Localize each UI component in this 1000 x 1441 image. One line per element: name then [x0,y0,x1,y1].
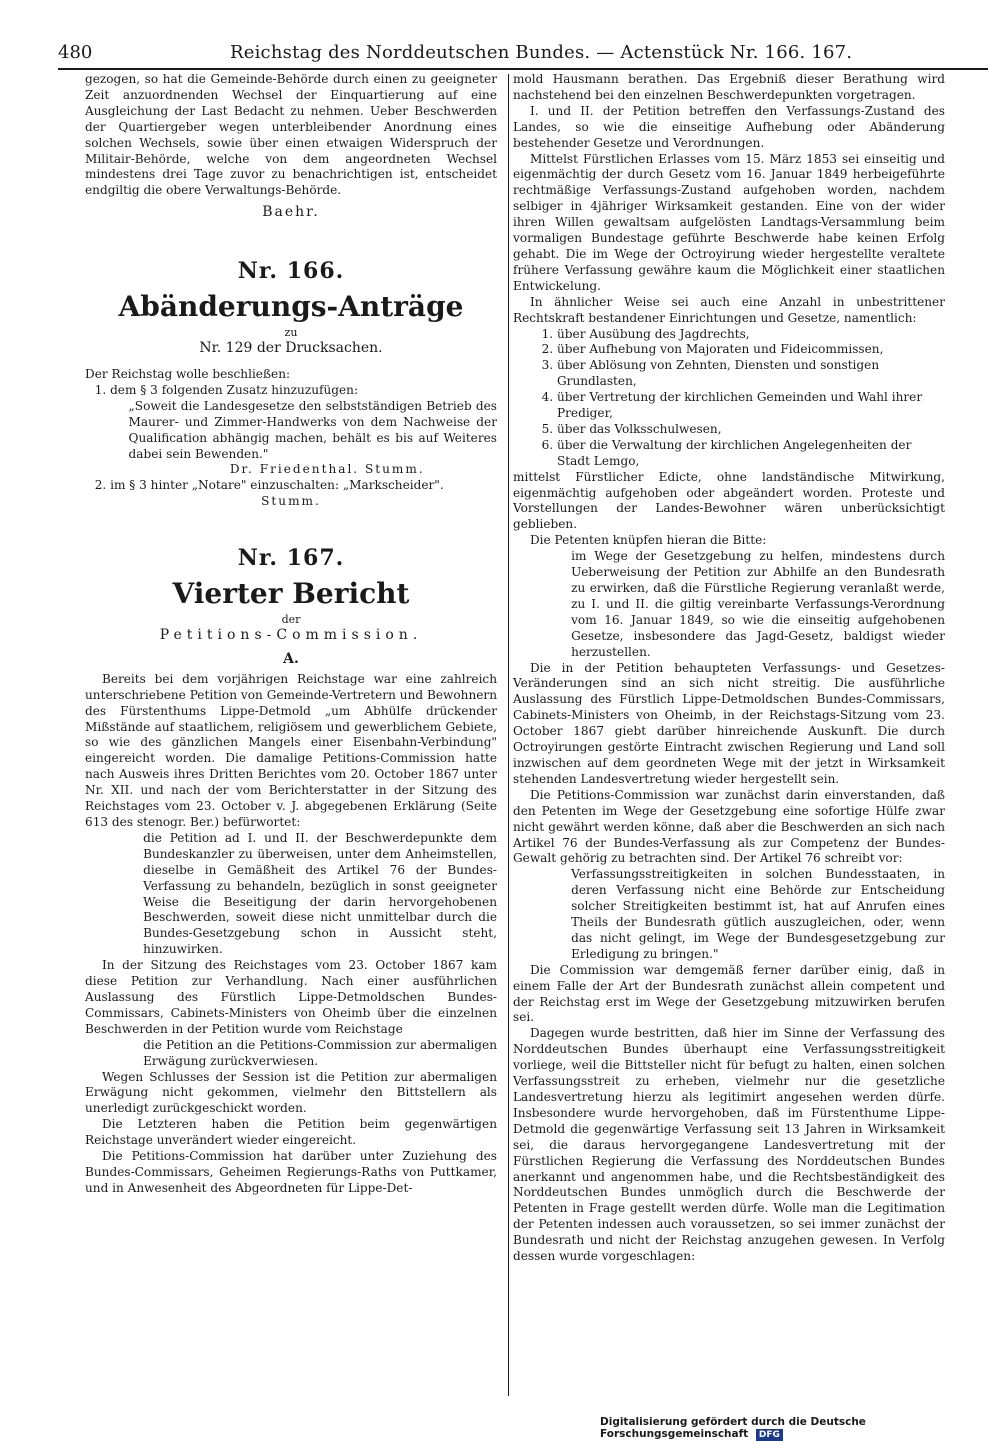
motion-item: 2. im § 3 hinter „Notare" einzuschalten: „Markscheider". [94,478,444,493]
law-list [513,327,945,470]
right-column [513,72,945,1265]
paragraph: In der Sitzung des Reichstages vom 23. October 1867 kam diese Petition zur Verhandlung. Nach einer ausführlichen Auslassung des Fürstlich Lippe-Detmoldschen Bundes-Commissars, Cabinets-Ministers von Oheimb über die einzelnen Beschwerden in der Petition wurde vom Reichstage [85,958,497,1036]
title-connector: der [281,613,301,627]
article-quote: Verfassungsstreitigkeiten in solchen Bundesstaaten, in deren Verfassung nicht eine Behörde zur Entscheidung solcher Streitigkeiten bestimmt ist, hat auf Anrufen eines Theils der Bundesrath gütlich auszugleichen, oder, wenn das nicht gelingt, im Wege der Bundesgesetzgebung zur Erledigung zu bringen." [571,867,945,961]
signature: Dr. Friedenthal. Stumm. [229,462,425,477]
page-number: 480 [58,42,93,63]
section-heading: A. [283,650,299,667]
paragraph: Die Petitions-Commission hat darüber unter Zuziehung des Bundes-Commissars, Geheimen Regierungs-Raths von Puttkamer, und in Anwesenheit des Abgeordneten für Lippe-Det- [85,1149,497,1195]
title-connector: zu [284,326,298,340]
list-item: 5. über das Volksschulwesen, [557,422,945,438]
page-header [58,38,988,70]
list-item: 6. über die Verwaltung der kirchlichen Angelegenheiten der Stadt Lemgo, [557,438,945,470]
paragraph: Mittelst Fürstlichen Erlasses vom 15. März 1853 sei einseitig und eigenmächtig der durch Gesetz vom 16. Januar 1849 herbeigeführte rechtmäßige Verfassungs-Zustand aufgehoben worden, nachdem selbiger in 4jähriger Wirksamkeit gestanden. Eine von der wider ihren Willen gewaltsam aufgelösten Landtags-Versammlung beim vormaligen Bundestage geführte Beschwerde habe keinen Erfolg gehabt. Die im Wege der Octroyirung wieder hergestellte veraltete frühere Verfassung gewähre kaum die Möglichkeit einer staatlichen Entwickelung. [513,151,945,293]
document-number: Nr. 166. [237,258,345,285]
paragraph: mold Hausmann berathen. Das Ergebniß dieser Berathung wird nachstehend bei den einzelnen Beschwerdepunkten vorgetragen. [513,72,945,102]
motion-quote: „Soweit die Landesgesetze den selbstständigen Betrieb des Maurer- und Zimmer-Handwerks von dem Nachweise der Qualification abhängig machen, behält es bis auf Weiteres dabei sein Bewenden." [128,398,497,461]
signature: Baehr. [262,204,320,221]
reference: Nr. 129 der Drucksachen. [199,340,383,357]
indented-quote: die Petition an die Petitions-Commission zur abermaligen Erwägung zurückverwiesen. [143,1037,497,1068]
paragraph: I. und II. der Petition betreffen den Verfassungs-Zustand des Landes, so wie die einseitige Aufhebung oder Abänderung bestehender Gesetze und Verordnungen. [513,103,945,150]
paragraph: Die Petenten knüpfen hieran die Bitte: [529,533,767,548]
paragraph: Bereits bei dem vorjährigen Reichstage war eine zahlreich unterschriebene Petition von Gemeinde-Vertretern und Bewohnern des Fürstenthums Lippe-Detmold „um Abhülfe drückender Mißstände auf staatlichem, religiösem und gewerblichem Gebiete, so wie des gänzlichen Mangels einer Eisenbahn-Verbindung" eingereicht worden. Die damalige Petitions-Commission hatte nach Ausweis ihres Dritten Berichtes vom 20. October 1867 unter Nr. XII. und nach der vom Berichterstatter in der Sitzung des Reichstages vom 23. October v. J. abgegebenen Erklärung (Seite 613 des stenogr. Ber.) befürwortet: [85,671,497,829]
paragraph: Dagegen wurde bestritten, daß hier im Sinne der Verfassung des Norddeutschen Bundes überhaupt eine Verfassungsstreitigkeit vorliege, weil die Bittsteller nicht für befugt zu halten, einen solchen Verfassungsstreit zu erheben, vielmehr nur die gesetzliche Landesvertretung hierzu als legitimirt angesehen werden dürfe. Insbesondere wurde hervorgehoben, daß im Fürstenthume Lippe-Detmold die gegenwärtige Verfassung seit 13 Jahren in Wirksamkeit sei, die daraus hervorgegangene Landesvertretung mit der Fürstlichen Regierung die Verfassung des Norddeutschen Bundes anerkannt und angenommen habe, und die Rechtsbeständigkeit des Norddeutschen Bundes unmöglich durch die Beschwerde der Petenten in Frage gestellt werden dürfe. Wolle man die Legitimation der Petenten indessen auch voraussetzen, so sei immer zunächst der Bundesrath und nicht der Reichstag anzugehen gewesen. In Verfolg dessen wurde vorgeschlagen: [513,1026,945,1264]
paragraph: Wegen Schlusses der Session ist die Petition zur abermaligen Erwägung nicht gekommen, vielmehr den Bittstellern als unerledigt zurückgeschickt worden. [85,1069,497,1116]
paragraph: Die Petitions-Commission war zunächst darin einverstanden, daß den Petenten im Wege der Gesetzgebung eine sofortige Hülfe zwar nicht gewährt werden könne, daß aber die Beschwerden an sich nach Artikel 76 der Bundes-Verfassung als zur Competenz der Bundes-Gewalt gehörig zu betrachten sind. Der Artikel 76 schreibt vor: [513,787,945,866]
paragraph: Die Letzteren haben die Petition beim gegenwärtigen Reichstage unverändert wieder eingereicht. [85,1117,497,1148]
dfg-logo: DFG [756,1429,783,1441]
paragraph: gezogen, so hat die Gemeinde-Behörde durch einen zu geeigneter Zeit anzuordnenden Wechsel der Einquartierung auf eine Ausgleichung der Last Bedacht zu nehmen. Ueber Beschwerden der Quartiergeber wegen unterbleibender Anordnung eines solchen Wechsels, sowie über einen etwaigen Widerspruch der Militair-Behörde, welche von dem angeordneten Wechsel mindestens drei Tage zuvor zu benachrichtigen ist, entscheidet endgiltig die obere Verwaltungs-Behörde. [85,72,497,198]
document-title: Abänderungs-Anträge [118,290,464,324]
signature: Stumm. [261,494,321,509]
credit-text: Digitalisierung gefördert durch die Deutsche Forschungsgemeinschaft [600,1416,866,1440]
document-title: Vierter Bericht [172,577,410,611]
list-item: 4. über Vertretung der kirchlichen Gemeinden und Wahl ihrer Prediger, [557,390,945,422]
paragraph: Die Commission war demgemäß ferner darüber einig, daß in einem Falle der Art der Bundesrath zunächst allein competent und der Reichstag erst im Wege der Gesetzgebung mitzuwirken berufen sei. [513,962,945,1025]
list-item: 2. über Aufhebung von Majoraten und Fideicommissen, [557,342,945,358]
indented-quote: die Petition ad I. und II. der Beschwerdepunkte dem Bundeskanzler zu überweisen, unter dem Anheimstellen, dieselbe in Gemäßheit des Artikel 76 der Bundes-Verfassung zu behandeln, bezüglich in sonst geeigneter Weise die Beseitigung der darin hervorgehobenen Beschwerden, soweit diese nicht unmittelbar durch die Bundes-Gesetzgebung schon in Aussicht steht, hinzuwirken. [143,830,497,957]
paragraph: Die in der Petition behaupteten Verfassungs- und Gesetzes-Veränderungen sind an sich nicht streitig. Die ausführliche Auslassung des Fürstlich Lippe-Detmoldschen Bundes-Commissars, Cabinets-Ministers von Oheimb, in der Reichstags-Sitzung vom 23. October 1867 giebt darüber hinreichende Auskunft. Die durch Octroyirungen gestörte Eintracht zwischen Regierung und Land soll inzwischen auf dem geordneten Wege mit der jetzt in Wirksamkeit stehenden Landesvertretung wieder hergestellt sein. [513,660,945,786]
running-head: Reichstag des Norddeutschen Bundes. — Actenstück Nr. 166. 167. [230,42,853,63]
digitization-credit [600,1416,1000,1441]
paragraph: Der Reichstag wolle beschließen: [85,366,291,381]
paragraph: mittelst Fürstlicher Edicte, ohne landständische Mitwirkung, eigenmächtig aufgehoben oder abgeändert worden. Proteste und Vorstellungen der Landes-Bewohner wären unberücksichtigt geblieben. [513,469,945,532]
left-column [85,72,497,1197]
commission-name: Petitions-Commission. [159,627,423,644]
paragraph: In ähnlicher Weise sei auch eine Anzahl in unbestrittener Rechtskraft bestandener Einrichtungen und Gesetze, namentlich: [513,294,945,325]
motion-item: 1. dem § 3 folgenden Zusatz hinzuzufügen: [94,382,359,397]
document-number: Nr. 167. [237,545,345,572]
column-divider [508,74,509,1396]
list-item: 1. über Ausübung des Jagdrechts, [557,327,945,343]
list-item: 3. über Ablösung von Zehnten, Diensten und sonstigen Grundlasten, [557,358,945,390]
indented-quote: im Wege der Gesetzgebung zu helfen, mindestens durch Ueberweisung der Petition zur Abhilfe an den Bundesrath zu erwirken, daß die Fürstliche Regierung veranlaßt werde, zu I. und II. die giltig vereinbarte Verfassungs-Verordnung vom 16. Januar 1849, so wie die einseitig aufgehobenen Gesetze, insbesondere das Jagd-Gesetz, baldigst wieder herzustellen. [571,549,945,659]
